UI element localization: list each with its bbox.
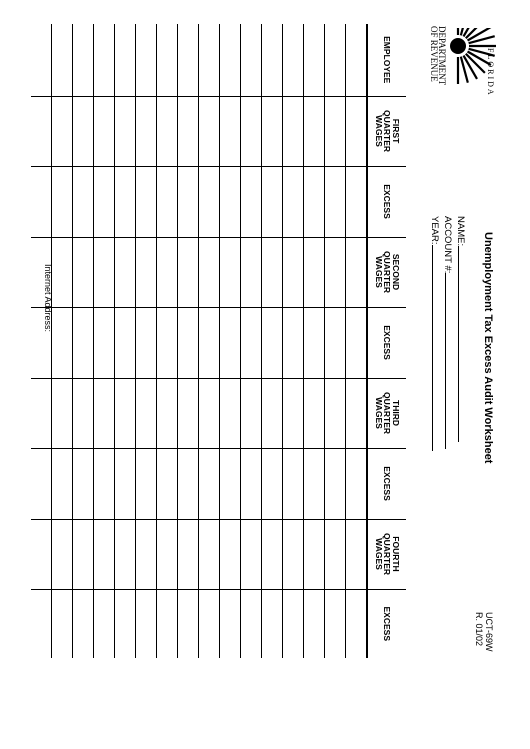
account-label: ACCOUNT #:	[442, 216, 453, 274]
table-row	[346, 24, 368, 658]
department-name	[430, 26, 446, 85]
entry-cell[interactable]	[304, 24, 325, 96]
florida-wordmark: FLORIDA	[486, 48, 495, 97]
entry-cell[interactable]	[31, 519, 52, 589]
entry-cell[interactable]	[31, 24, 52, 96]
entry-cell[interactable]	[346, 519, 368, 589]
account-line[interactable]	[445, 273, 455, 449]
entry-cell[interactable]	[346, 589, 368, 658]
column-header-line: FIRST	[390, 118, 401, 144]
entry-cell[interactable]	[220, 237, 241, 307]
column-header	[367, 166, 406, 237]
column-header-line: QUARTER	[382, 532, 393, 576]
entry-cell[interactable]	[283, 166, 304, 237]
entry-cell[interactable]	[304, 237, 325, 307]
entry-cell[interactable]	[136, 237, 157, 307]
entry-cell[interactable]	[283, 237, 304, 307]
entry-cell[interactable]	[115, 96, 136, 166]
entry-cell[interactable]	[115, 166, 136, 237]
entry-cell[interactable]	[220, 519, 241, 589]
entry-cell[interactable]	[52, 589, 73, 658]
table-row	[304, 24, 325, 658]
entry-cell[interactable]	[178, 237, 199, 307]
entry-cell[interactable]	[52, 166, 73, 237]
column-header-line: SECOND	[390, 253, 401, 291]
entry-cell[interactable]	[346, 24, 368, 96]
entry-cell[interactable]	[73, 589, 94, 658]
entry-cell[interactable]	[325, 96, 346, 166]
entry-cell[interactable]	[73, 24, 94, 96]
form-number: UCT-69W	[484, 612, 494, 652]
entry-cell[interactable]	[241, 589, 262, 658]
entry-cell[interactable]	[262, 448, 283, 519]
entry-cell[interactable]	[304, 589, 325, 658]
name-line[interactable]	[458, 246, 468, 442]
entry-cell[interactable]	[199, 237, 220, 307]
entry-cell[interactable]	[283, 378, 304, 448]
year-field[interactable]	[429, 216, 442, 451]
entry-cell[interactable]	[115, 448, 136, 519]
account-field[interactable]	[442, 216, 455, 449]
table-row	[325, 24, 346, 658]
column-header	[367, 307, 406, 378]
entry-cell[interactable]	[325, 307, 346, 378]
entry-cell[interactable]	[94, 378, 115, 448]
entry-cell[interactable]	[304, 96, 325, 166]
table-header-row	[367, 24, 406, 658]
entry-cell[interactable]	[178, 589, 199, 658]
column-header-line: WAGES	[373, 397, 384, 429]
entry-cell[interactable]	[220, 448, 241, 519]
entry-cell[interactable]	[52, 24, 73, 96]
entry-cell[interactable]	[178, 166, 199, 237]
entry-cell[interactable]	[346, 96, 368, 166]
entry-cell[interactable]	[283, 448, 304, 519]
entry-cell[interactable]	[73, 307, 94, 378]
internet-address-label: Internet Address:	[43, 264, 53, 333]
entry-cell[interactable]	[220, 96, 241, 166]
entry-cell[interactable]	[178, 24, 199, 96]
entry-cell[interactable]	[157, 378, 178, 448]
table-row	[262, 24, 283, 658]
column-header	[367, 24, 406, 96]
entry-cell[interactable]	[31, 378, 52, 448]
column-header-line: QUARTER	[382, 391, 393, 435]
column-header-line: WAGES	[373, 115, 384, 147]
entry-cell[interactable]	[325, 378, 346, 448]
audit-table	[31, 24, 406, 658]
entry-cell[interactable]	[262, 96, 283, 166]
entry-cell[interactable]	[346, 448, 368, 519]
entry-cell[interactable]	[115, 519, 136, 589]
entry-cell[interactable]	[157, 519, 178, 589]
name-label: NAME:	[455, 216, 466, 247]
entry-cell[interactable]	[262, 589, 283, 658]
entry-cell[interactable]	[262, 237, 283, 307]
column-header	[367, 519, 406, 589]
entry-cell[interactable]	[199, 166, 220, 237]
entry-cell[interactable]	[178, 96, 199, 166]
entry-cell[interactable]	[115, 237, 136, 307]
year-label: YEAR:	[429, 216, 440, 245]
entry-cell[interactable]	[52, 378, 73, 448]
entry-cell[interactable]	[325, 166, 346, 237]
entry-cell[interactable]	[157, 307, 178, 378]
column-header-line: THIRD	[390, 400, 401, 426]
entry-cell[interactable]	[241, 166, 262, 237]
entry-cell[interactable]	[304, 448, 325, 519]
entry-cell[interactable]	[241, 237, 262, 307]
entry-cell[interactable]	[157, 24, 178, 96]
entry-cell[interactable]	[262, 378, 283, 448]
entry-cell[interactable]	[220, 24, 241, 96]
column-header-line: EXCESS	[382, 606, 393, 641]
entry-cell[interactable]	[346, 237, 368, 307]
entry-cell[interactable]	[94, 519, 115, 589]
entry-cell[interactable]	[241, 96, 262, 166]
entry-cell[interactable]	[157, 448, 178, 519]
entry-cell[interactable]	[31, 96, 52, 166]
entry-cell[interactable]	[73, 96, 94, 166]
entry-cell[interactable]	[346, 378, 368, 448]
entry-cell[interactable]	[241, 378, 262, 448]
entry-cell[interactable]	[283, 307, 304, 378]
column-header-line: QUARTER	[382, 109, 393, 153]
column-header-line: EXCESS	[382, 325, 393, 360]
table-row	[115, 24, 136, 658]
entry-cell[interactable]	[178, 307, 199, 378]
entry-cell[interactable]	[94, 448, 115, 519]
column-header-line: QUARTER	[382, 250, 393, 294]
department-line: DEPARTMENT	[437, 26, 447, 86]
table-row	[220, 24, 241, 658]
entry-cell[interactable]	[136, 166, 157, 237]
entry-cell[interactable]	[283, 589, 304, 658]
entry-cell[interactable]	[94, 166, 115, 237]
entry-cell[interactable]	[325, 448, 346, 519]
table-row	[283, 24, 304, 658]
entry-cell[interactable]	[136, 519, 157, 589]
entry-cell[interactable]	[325, 589, 346, 658]
form-identifier	[474, 612, 494, 652]
entry-cell[interactable]	[157, 166, 178, 237]
year-line[interactable]	[432, 245, 442, 451]
entry-cell[interactable]	[31, 166, 52, 237]
table-row	[31, 24, 52, 658]
table-row	[52, 24, 73, 658]
entry-cell[interactable]	[241, 519, 262, 589]
entry-cell[interactable]	[52, 96, 73, 166]
entry-cell[interactable]	[304, 307, 325, 378]
column-header	[367, 589, 406, 658]
form-revision: R. 01/02	[474, 612, 484, 647]
entry-cell[interactable]	[115, 24, 136, 96]
entry-cell[interactable]	[73, 237, 94, 307]
entry-cell[interactable]	[73, 448, 94, 519]
entry-cell[interactable]	[31, 448, 52, 519]
entry-cell[interactable]	[262, 166, 283, 237]
entry-cell[interactable]	[136, 589, 157, 658]
column-header-line: EXCESS	[382, 466, 393, 501]
entry-cell[interactable]	[199, 307, 220, 378]
entry-cell[interactable]	[262, 519, 283, 589]
entry-cell[interactable]	[262, 307, 283, 378]
entry-cell[interactable]	[115, 307, 136, 378]
entry-cell[interactable]	[199, 96, 220, 166]
entry-cell[interactable]	[73, 519, 94, 589]
entry-cell[interactable]	[220, 166, 241, 237]
column-header	[367, 237, 406, 307]
entry-cell[interactable]	[115, 378, 136, 448]
column-header-line: EXCESS	[382, 184, 393, 219]
entry-cell[interactable]	[304, 378, 325, 448]
entry-cell[interactable]	[157, 96, 178, 166]
entry-cell[interactable]	[199, 519, 220, 589]
column-header	[367, 378, 406, 448]
entry-cell[interactable]	[73, 378, 94, 448]
name-field[interactable]	[455, 216, 468, 442]
column-header	[367, 96, 406, 166]
entry-cell[interactable]	[220, 378, 241, 448]
entry-cell[interactable]	[31, 589, 52, 658]
column-header-line: FOURTH	[390, 536, 401, 572]
entry-cell[interactable]	[283, 24, 304, 96]
entry-cell[interactable]	[283, 519, 304, 589]
entry-cell[interactable]	[178, 378, 199, 448]
entry-cell[interactable]	[283, 96, 304, 166]
entry-cell[interactable]	[157, 237, 178, 307]
entry-cell[interactable]	[136, 448, 157, 519]
entry-cell[interactable]	[220, 307, 241, 378]
entry-cell[interactable]	[73, 166, 94, 237]
entry-cell[interactable]	[136, 307, 157, 378]
table-row	[241, 24, 262, 658]
entry-cell[interactable]	[304, 519, 325, 589]
entry-cell[interactable]	[157, 589, 178, 658]
entry-cell[interactable]	[325, 519, 346, 589]
entry-cell[interactable]	[241, 24, 262, 96]
entry-cell[interactable]	[94, 96, 115, 166]
entry-cell[interactable]	[94, 24, 115, 96]
column-header-line: EMPLOYEE	[382, 36, 393, 84]
column-header	[367, 448, 406, 519]
entry-cell[interactable]	[262, 24, 283, 96]
department-line: OF REVENUE	[429, 26, 439, 82]
entry-cell[interactable]	[199, 589, 220, 658]
entry-cell[interactable]	[346, 307, 368, 378]
entry-cell[interactable]	[94, 307, 115, 378]
entry-cell[interactable]	[220, 589, 241, 658]
column-header-line: WAGES	[373, 538, 384, 570]
entry-cell[interactable]	[346, 166, 368, 237]
entry-cell[interactable]	[136, 96, 157, 166]
entry-cell[interactable]	[136, 378, 157, 448]
table-row	[94, 24, 115, 658]
entry-cell[interactable]	[178, 448, 199, 519]
entry-cell[interactable]	[136, 24, 157, 96]
table-row	[199, 24, 220, 658]
entry-cell[interactable]	[94, 237, 115, 307]
entry-cell[interactable]	[199, 24, 220, 96]
entry-cell[interactable]	[52, 237, 73, 307]
entry-cell[interactable]	[52, 307, 73, 378]
entry-cell[interactable]	[52, 448, 73, 519]
entry-cell[interactable]	[241, 307, 262, 378]
entry-cell[interactable]	[115, 589, 136, 658]
entry-cell[interactable]	[52, 519, 73, 589]
table-row	[178, 24, 199, 658]
entry-cell[interactable]	[199, 448, 220, 519]
table-body	[31, 24, 367, 658]
entry-cell[interactable]	[325, 237, 346, 307]
table-row	[157, 24, 178, 658]
entry-cell[interactable]	[199, 378, 220, 448]
table-row	[136, 24, 157, 658]
entry-cell[interactable]	[325, 24, 346, 96]
entry-cell[interactable]	[304, 166, 325, 237]
entry-cell[interactable]	[178, 519, 199, 589]
page-title: Unemployment Tax Excess Audit Worksheet	[482, 232, 494, 464]
entry-cell[interactable]	[241, 448, 262, 519]
table-row	[73, 24, 94, 658]
entry-cell[interactable]	[94, 589, 115, 658]
column-header-line: WAGES	[373, 256, 384, 288]
